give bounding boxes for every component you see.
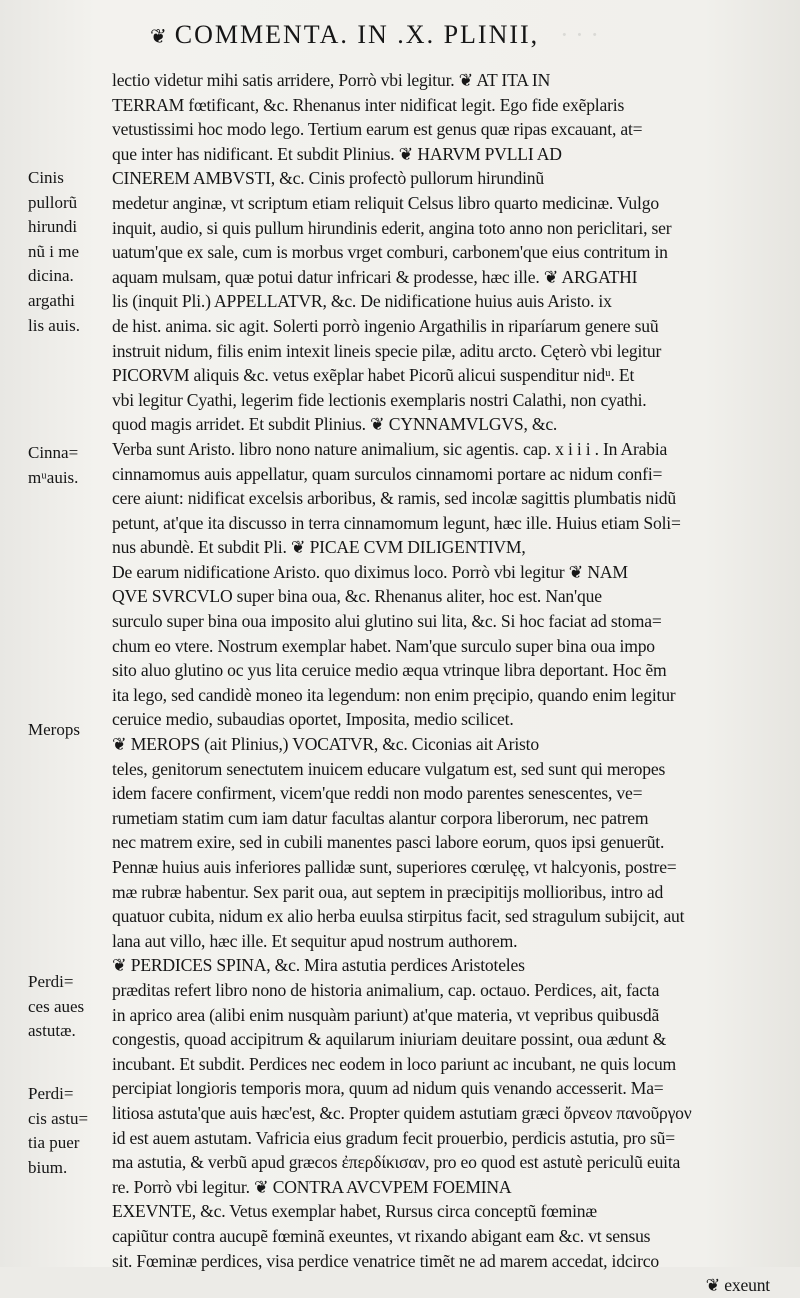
text-line: in aprico area (alibi enim nusquàm pariunt) at'que materia, vt vepribus quibusdã [112, 1004, 660, 1025]
text-line: nec matrem exire, sed in cubili manentes pasci labore eorum, quos ipsi genuerũt. [112, 832, 665, 853]
margin-note-line: Perdi= [28, 972, 74, 991]
text-line: id est auem astutam. Vafricia eius gradum fecit prouerbio, perdicis astutia, pro sũ= [112, 1127, 675, 1148]
margin-note-line: Cinis [28, 168, 64, 187]
margin-note-line: nũ i me [28, 241, 79, 261]
text-line: re. Porrò vbi legitur. ❦ CONTRA AVCVPEM FOEMINA [112, 1176, 512, 1197]
text-line: ❦ PERDICES SPINA, &c. Mira astutia perdices Aristoteles [112, 955, 525, 976]
text-line: ma astutia, & verbũ apud græcos ἐπερδίκισαν, pro eo quod est astutè periculũ euita [112, 1152, 681, 1173]
main-text-block [112, 68, 780, 1298]
text-line: ita lego, sed candidè moneo ita legendum: non enim pręcipio, quando enim legitur [112, 684, 676, 705]
margin-note-line: dicina. [28, 266, 74, 286]
text-line: ceruice medio, subaudias oportet, Imposita, medio scilicet. [112, 709, 514, 730]
text-line: QVE SVRCVLO super bina oua, &c. Rhenanus aliter, hoc est. Nan'que [112, 586, 602, 607]
text-line: incubant. Et subdit. Perdices nec eodem in loco pariunt ac incubant, ne quis locum [112, 1053, 677, 1074]
text-line: quod magis arridet. Et subdit Plinius. ❦ CYNNAMVLGVS, &c. [112, 414, 558, 435]
text-line: idem facere confirment, vicem'que reddi non modo parentes senescentes, ve= [112, 783, 643, 804]
text-line: PICORVM aliquis &c. vetus exẽplar habet Picorũ alicui suspenditur nidᵘ. Et [112, 365, 635, 386]
margin-note-perdices [28, 970, 108, 1044]
text-line: capiũtur contra aucupẽ fœminã exeuntes, vt rixando abigant eam &c. vt sensus [112, 1225, 651, 1246]
text-line: vetustissimi hoc modo lego. Tertium earum est genus quæ ripas excauant, at= [112, 119, 643, 140]
margin-note-line: bium. [28, 1157, 68, 1177]
margin-note-line: argathi [28, 290, 75, 310]
text-line: de hist. anima. sic agit. Solerti porrò ingenio Argathilis in riparíarum genere suũ [112, 315, 659, 336]
text-line: medetur anginæ, vt scriptum etiam reliquit Celsus libro quarto medicinæ. Vulgo [112, 192, 659, 213]
text-line: surculo super bina oua imposito alui glutino sui lita, &c. Si hoc faciat ad stoma= [112, 611, 662, 632]
text-line: percipiat longioris temporis mora, quum ad nidum quis venando accesserit. Ma= [112, 1078, 664, 1099]
margin-note-merops [28, 718, 108, 743]
text-line: rumetiam statim cum iam datur facultas alantur corpora liberorum, nec patrem [112, 807, 649, 828]
text-line: lectio videtur mihi satis arridere, Porrò vbi legitur. ❦ AT ITA IN [112, 70, 551, 90]
text-line: que inter has nidificant. Et subdit Plinius. ❦ HARVM PVLLI AD [112, 143, 562, 164]
text-line: instruit nidum, filis enim intexit lineis specie pilæ, aditu arcto. Cęterò vbi legitur [112, 340, 662, 361]
margin-note-line: Perdi= [28, 1084, 74, 1103]
margin-note-line: cis astu= [28, 1108, 89, 1128]
text-line: lis (inquit Pli.) APPELLATVR, &c. De nidificatione huius auis Aristo. ix [112, 291, 612, 312]
margin-note-line: Merops [28, 720, 80, 739]
text-line: chum eo vtere. Nostrum exemplar habet. Nam'que surculo super bina oua impo [112, 635, 655, 656]
text-line: teles, genitorum senectutem inuicem educare vulgatum est, sed sunt qui meropes [112, 758, 666, 779]
text-line: ❦ MEROPS (ait Plinius,) VOCATVR, &c. Ciconias ait Aristo [112, 734, 539, 755]
margin-note-cinis [28, 166, 108, 338]
text-line: petunt, at'que ita discusso in terra cinnamomum legunt, hæc ille. Huius etiam Soli= [112, 512, 681, 533]
text-line: cinnamomus auis appellatur, quam surculos cinnamomi portare ac nidum confi= [112, 463, 663, 484]
text-line: lana aut villo, hæc ille. Et sequitur apud nostrum authorem. [112, 930, 518, 951]
margin-note-line: Cinna= [28, 443, 79, 462]
running-head [150, 20, 750, 50]
text-line: inquit, audio, si quis pullum hirundinis ederit, angina toto anno non periclitari, ser [112, 217, 672, 238]
text-line: mæ rubræ habentur. Sex parit oua, aut septem in præcipitijs mollioribus, intro ad [112, 881, 664, 902]
margin-note-line: pullorũ [28, 192, 78, 212]
running-head-title: COMMENTA. IN .X. PLINII, [174, 20, 540, 49]
fleuron-icon: ❦ [150, 26, 169, 48]
text-line: Pennæ huius auis inferiores pallidæ sunt, superiores cœrulęę, vt halcyonis, postre= [112, 857, 677, 877]
text-line: sito aluo glutino oc yus lita ceruice medio æqua vtrinque libra deportant. Hoc ẽm [112, 660, 667, 681]
margin-note-perdicis-astutia [28, 1082, 108, 1180]
text-line: litiosa astuta'que auis hæc'est, &c. Propter quidem astutiam græci ὄρνεον πανοῦργον [112, 1102, 692, 1123]
text-line: vbi legitur Cyathi, legerim fide lectionis exemplaris nostri Calathi, non cyathi. [112, 389, 647, 410]
margin-note-line: astutæ. [28, 1021, 76, 1041]
text-line: cere aiunt: nidificat excelsis arboribus, & ramis, sed incolæ sagittis plumbatis nidũ [112, 488, 676, 509]
bleed-through-mark: · · · [560, 20, 599, 49]
margin-note-line: mᵘauis. [28, 467, 79, 487]
text-line: EXEVNTE, &c. Vetus exemplar habet, Rursus circa conceptũ fœminæ [112, 1201, 597, 1222]
text-line: CINEREM AMBVSTI, &c. Cinis profectò pullorum hirundinũ [112, 168, 544, 189]
text-line: congestis, quoad accipitrum & aquilarum iniuriam deuitare possint, oua ædunt & [112, 1029, 667, 1050]
text-line: TERRAM fœtificant, &c. Rhenanus inter nidificat legit. Ego fide exẽplaris [112, 94, 625, 115]
margin-note-line: ces aues [28, 996, 85, 1016]
catchword: ❦ exeunt [705, 1275, 770, 1296]
text-line: aquam mulsam, quæ potui datur infricari & prodesse, hæc ille. ❦ ARGATHI [112, 266, 638, 287]
text-line: Verba sunt Aristo. libro nono nature animalium, sic agentis. cap. x i i i . In Arabia [112, 438, 668, 459]
margin-note-line: hirundi [28, 217, 78, 237]
text-line: nus abundè. Et subdit Pli. ❦ PICAE CVM DILIGENTIVM, [112, 537, 526, 558]
margin-note-line: lis auis. [28, 315, 80, 335]
text-line: uatum'que ex sale, cum is morbus vrget comburi, carbonem'que eius contritum in [112, 242, 668, 263]
text-line: De earum nidificatione Aristo. quo diximus loco. Porrò vbi legitur ❦ NAM [112, 561, 628, 582]
text-line: præditas refert libro nono de historia animalium, cap. octauo. Perdices, ait, facta [112, 979, 660, 1000]
margin-note-cinnamomus [28, 441, 108, 490]
text-line: quatuor cubita, nidum ex alio herba euulsa stirpitus facit, sed stragulum subijcit, aut [112, 906, 685, 927]
margin-note-line: tia puer [28, 1133, 80, 1153]
text-line: sit. Fœminæ perdices, visa perdice venatrice timẽt ne ad marem accedat, idcirco [112, 1250, 659, 1271]
